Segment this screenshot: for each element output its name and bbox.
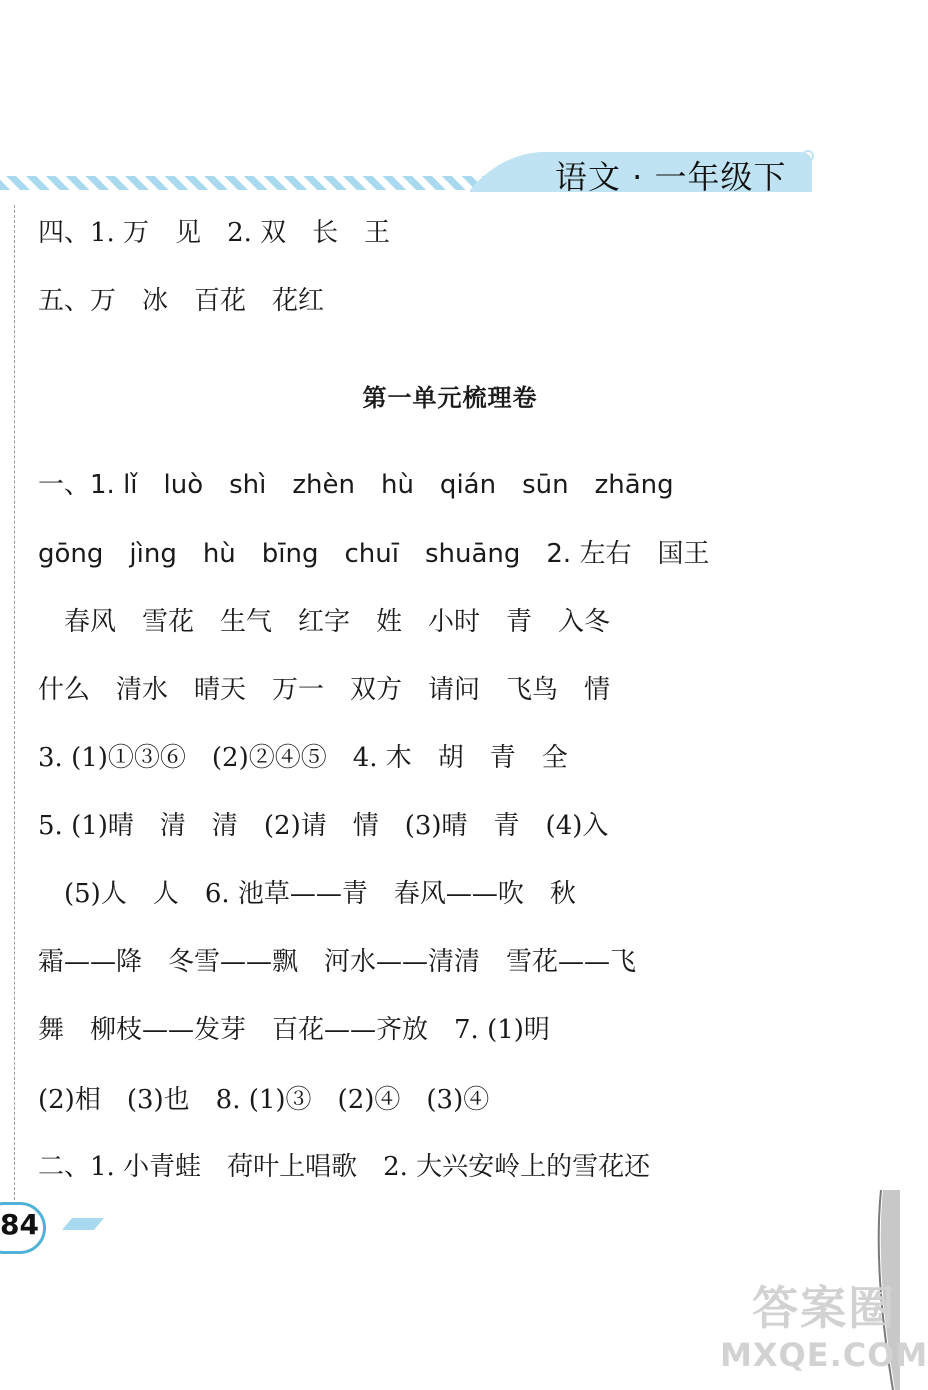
watermark-bottom: MXQE.COM [720, 1336, 928, 1374]
answer-line [38, 537, 709, 571]
watermark [720, 1281, 928, 1374]
answer-line: 3. (1)①③⑥ (2)②④⑤ 4. 木 胡 青 全 [38, 743, 568, 773]
footer-stripes [58, 1214, 108, 1232]
answer-line: (2)相 (3)也 8. (1)③ (2)④ (3)④ [38, 1085, 490, 1115]
watermark-top: 答案圈 [752, 1281, 897, 1335]
answer-line: 舞 柳枝——发芽 百花——齐放 7. (1)明 [38, 1015, 550, 1045]
pinyin-text: 一、1. lǐ luò shì zhèn hù qián sūn zhāng [38, 470, 674, 500]
answer-line [38, 468, 674, 502]
pinyin-text: gōng jìng hù bīng chuī shuāng 2. 左右 国王 [38, 539, 710, 569]
subject-title: 语文 · 一年级下 [555, 158, 787, 196]
answer-line: (5)人 人 6. 池草——青 春风——吹 秋 [38, 879, 576, 909]
answer-line: 霜——降 冬雪——飘 河水——清清 雪花——飞 [38, 947, 637, 977]
answer-line: 什么 清水 晴天 万一 双方 请问 飞鸟 情 [38, 675, 611, 705]
section-heading: 第一单元梳理卷 [362, 384, 538, 412]
answer-line-5: 五、万 冰 百花 花红 [38, 286, 325, 316]
answer-line-4: 四、1. 万 见 2. 双 长 王 [38, 218, 391, 248]
margin-dashed-line [14, 205, 15, 1215]
answer-line: 5. (1)晴 清 清 (2)请 情 (3)晴 青 (4)入 [38, 811, 609, 841]
page-number: 84 [0, 1208, 39, 1241]
answer-line: 二、1. 小青蛙 荷叶上唱歌 2. 大兴安岭上的雪花还 [38, 1152, 651, 1182]
answer-line: 春风 雪花 生气 红字 姓 小时 青 入冬 [38, 607, 611, 637]
